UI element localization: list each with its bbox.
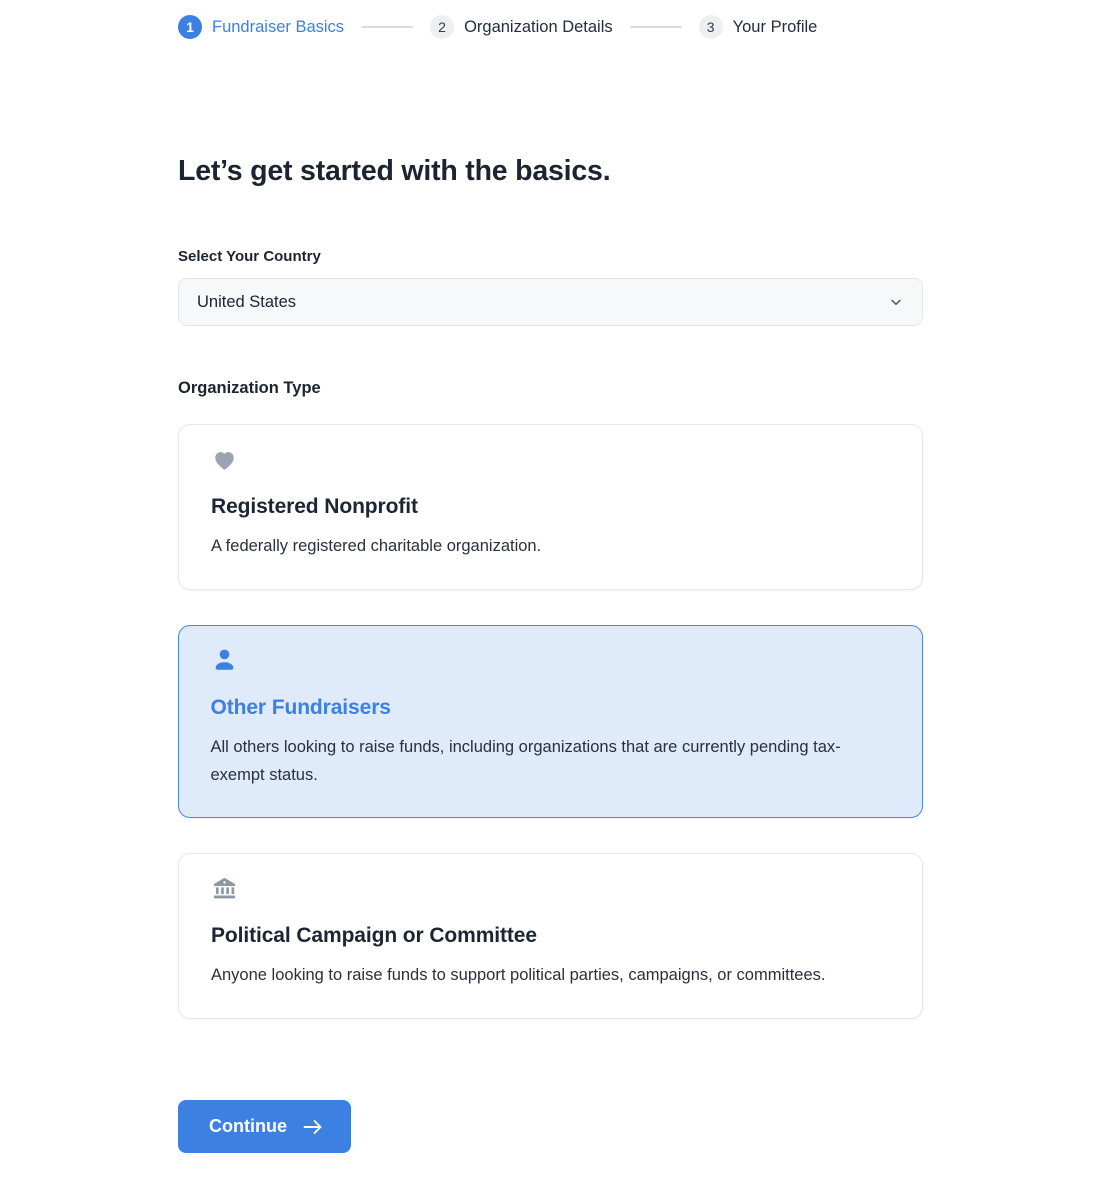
- option-title: Registered Nonprofit: [211, 495, 418, 518]
- page-title: Let’s get started with the basics.: [178, 155, 611, 187]
- continue-button-label: Continue: [209, 1116, 287, 1136]
- step-1-circle: 1: [178, 15, 202, 39]
- organization-type-options: [178, 424, 925, 1019]
- continue-button[interactable]: [178, 1100, 351, 1153]
- option-political-campaign[interactable]: [178, 853, 923, 1019]
- step-1-label: Fundraiser Basics: [212, 17, 345, 36]
- step-connector: [361, 26, 413, 28]
- step-2-label: Organization Details: [464, 17, 613, 36]
- option-description: Anyone looking to raise funds to support political parties, campaigns, or committees.: [211, 966, 826, 984]
- option-registered-nonprofit[interactable]: [178, 424, 923, 590]
- option-title: Political Campaign or Committee: [211, 924, 537, 947]
- arrow-right-icon: [301, 1117, 325, 1137]
- wizard-stepper: [178, 0, 925, 39]
- bank-icon: [211, 875, 238, 902]
- country-select[interactable]: [178, 278, 923, 326]
- step-organization-details[interactable]: [430, 15, 613, 39]
- step-3-circle: 3: [699, 15, 723, 39]
- country-select-value: United States: [197, 292, 297, 311]
- step-your-profile[interactable]: [699, 15, 818, 39]
- step-3-label: Your Profile: [732, 17, 818, 36]
- chevron-down-icon: [888, 294, 904, 310]
- option-other-fundraisers[interactable]: [178, 625, 923, 818]
- step-2-circle: 2: [430, 15, 454, 39]
- option-description: All others looking to raise funds, including organizations that are currently pending tax-exempt status.: [210, 737, 841, 784]
- option-title: Other Fundraisers: [210, 695, 391, 719]
- country-select-label: Select Your Country: [178, 248, 321, 265]
- heart-icon: [211, 446, 238, 473]
- step-fundraiser-basics[interactable]: [178, 15, 344, 39]
- user-icon: [211, 647, 238, 674]
- option-description: A federally registered charitable organization.: [211, 537, 542, 555]
- organization-type-label: Organization Type: [178, 379, 321, 397]
- step-connector: [630, 26, 682, 28]
